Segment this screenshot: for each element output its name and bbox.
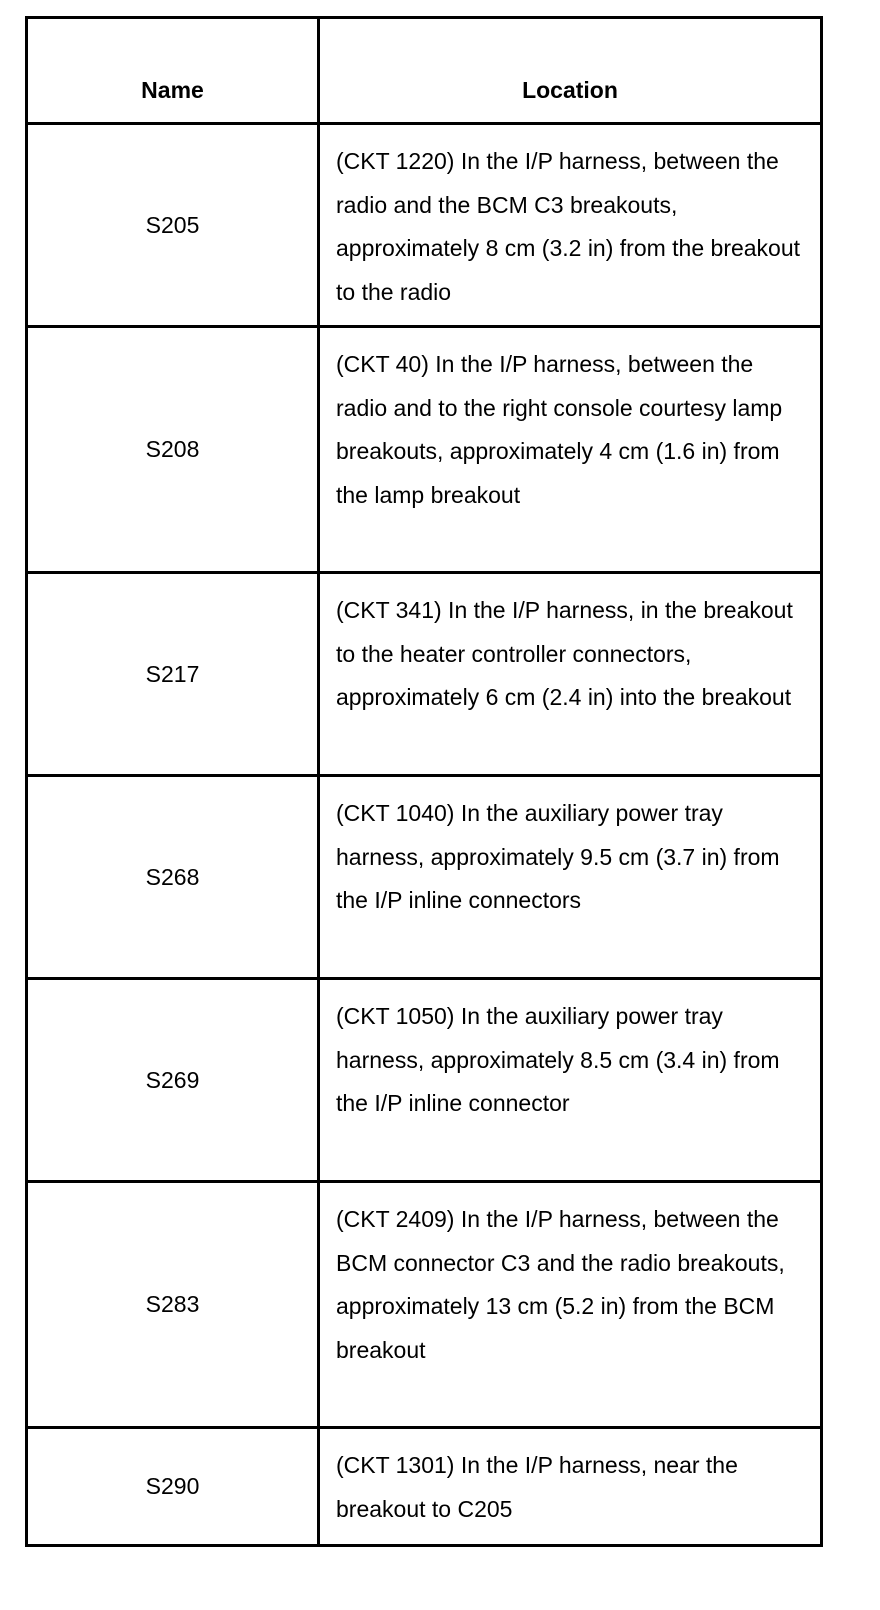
location-column-header: Location bbox=[319, 18, 822, 124]
splice-location: (CKT 2409) In the I/P harness, between the BCM connector C3 and the radio breakouts, approximately 13 cm (5.2 in) from the BCM breakout bbox=[319, 1182, 822, 1428]
splice-location: (CKT 1220) In the I/P harness, between the radio and the BCM C3 breakouts, approximately 8 cm (3.2 in) from the breakout to the radio bbox=[319, 124, 822, 327]
table-row bbox=[27, 327, 822, 573]
table-row bbox=[27, 124, 822, 327]
splice-location: (CKT 1301) In the I/P harness, near the breakout to C205 bbox=[319, 1428, 822, 1546]
table-row bbox=[27, 776, 822, 979]
splice-location: (CKT 40) In the I/P harness, between the radio and to the right console courtesy lamp breakouts, approximately 4 cm (1.6 in) from the lamp breakout bbox=[319, 327, 822, 573]
splice-location: (CKT 341) In the I/P harness, in the breakout to the heater controller connectors, approximately 6 cm (2.4 in) into the breakout bbox=[319, 573, 822, 776]
splice-name: S208 bbox=[27, 327, 319, 573]
splice-name: S283 bbox=[27, 1182, 319, 1428]
splice-location: (CKT 1040) In the auxiliary power tray harness, approximately 9.5 cm (3.7 in) from the I/P inline connectors bbox=[319, 776, 822, 979]
table-row bbox=[27, 1428, 822, 1546]
splice-location: (CKT 1050) In the auxiliary power tray harness, approximately 8.5 cm (3.4 in) from the I/P inline connector bbox=[319, 979, 822, 1182]
splice-name: S268 bbox=[27, 776, 319, 979]
table-row bbox=[27, 979, 822, 1182]
splice-location-table bbox=[25, 16, 823, 1547]
table-row bbox=[27, 573, 822, 776]
splice-name: S217 bbox=[27, 573, 319, 776]
splice-name: S290 bbox=[27, 1428, 319, 1546]
table-row bbox=[27, 1182, 822, 1428]
splice-name: S205 bbox=[27, 124, 319, 327]
splice-name: S269 bbox=[27, 979, 319, 1182]
name-column-header: Name bbox=[27, 18, 319, 124]
table-header-row bbox=[27, 18, 822, 124]
